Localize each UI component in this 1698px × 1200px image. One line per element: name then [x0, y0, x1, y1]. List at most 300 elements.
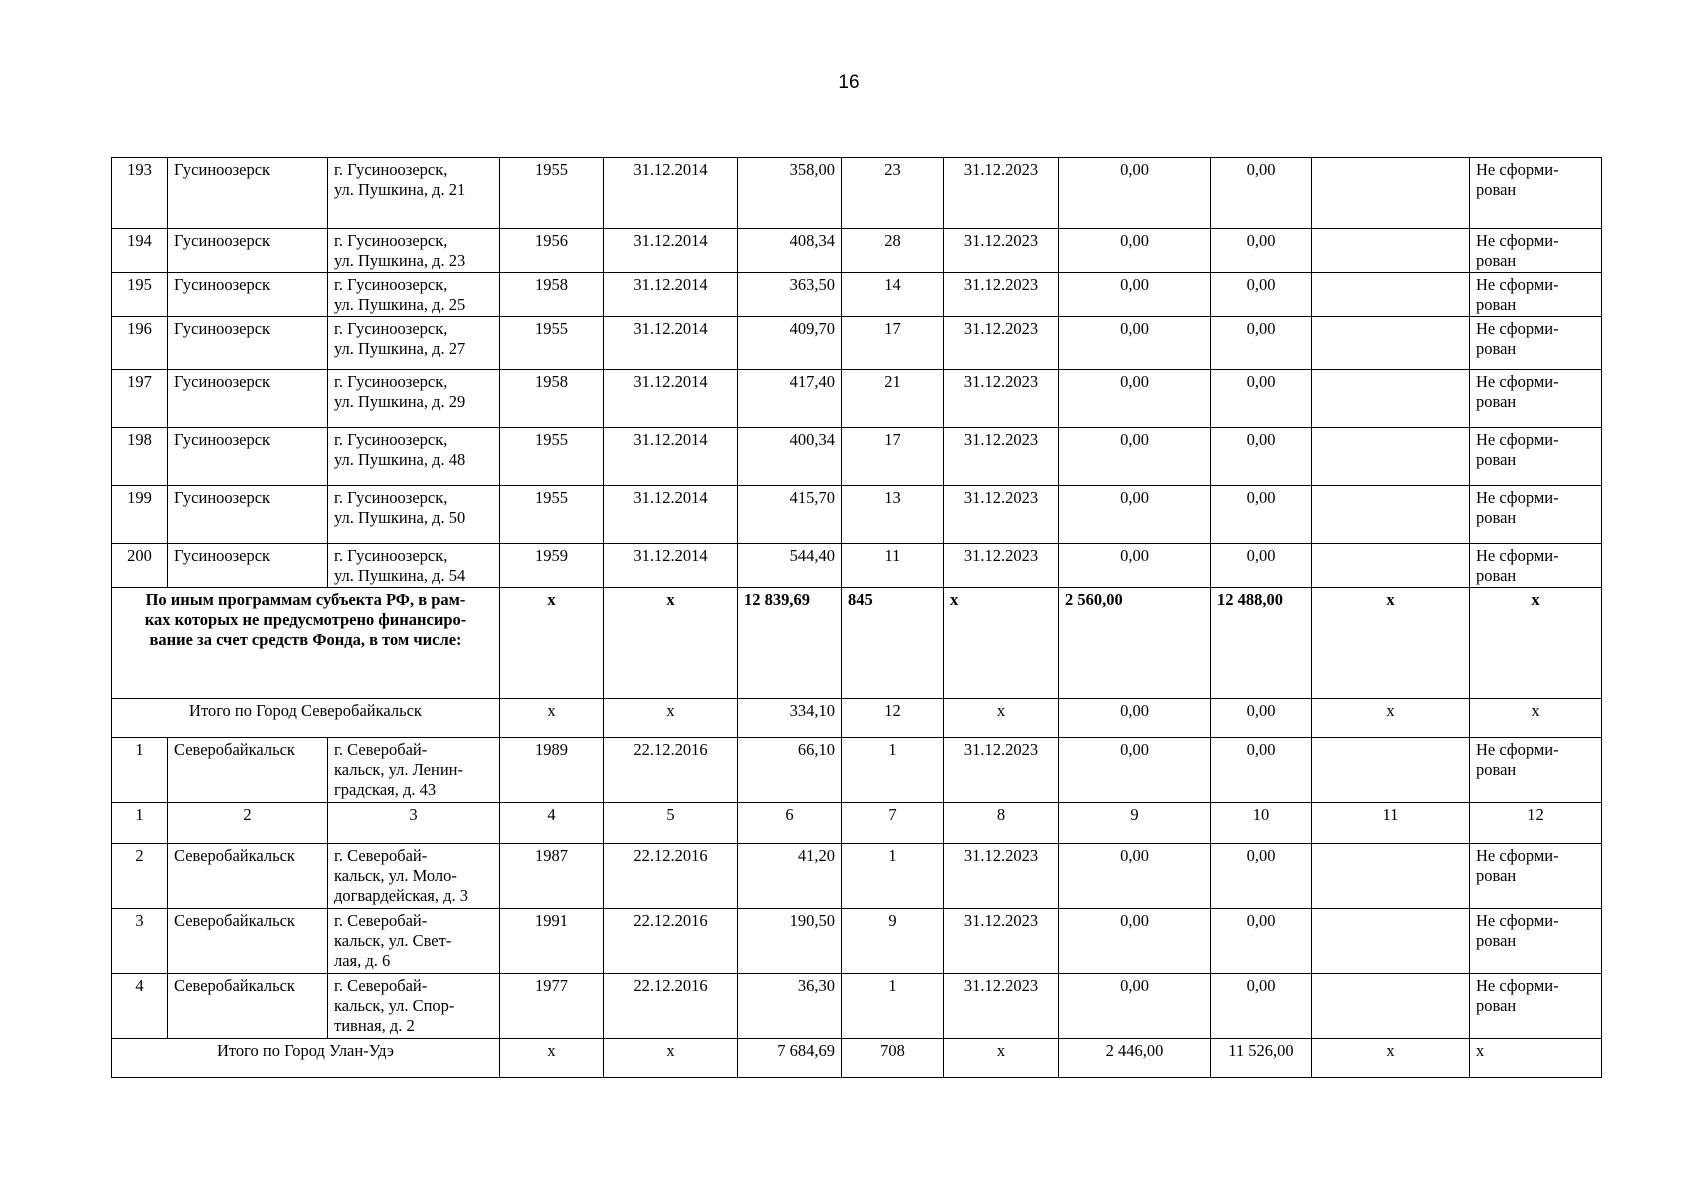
year-cell-text: 1987	[535, 846, 568, 865]
count-cell-text: 17	[884, 430, 901, 449]
table-row	[112, 974, 1602, 1039]
row-number	[112, 738, 168, 803]
year-cell-text: х	[547, 701, 556, 720]
value12-cell-text: х	[1531, 590, 1540, 609]
value11-cell-text: х	[1386, 590, 1395, 609]
row-number-text: 194	[127, 231, 152, 250]
count-cell-text: 13	[884, 488, 901, 507]
year-cell-text: 1955	[535, 488, 568, 507]
plan-date-cell	[944, 317, 1059, 370]
city-cell-text: Северобайкальск	[174, 740, 295, 759]
area-cell-text: 7 684,69	[777, 1041, 835, 1060]
plan-date-cell-text: х	[996, 701, 1006, 720]
status-cell-text: Не сформи-	[1476, 430, 1559, 449]
value10-cell-text: 0,00	[1246, 275, 1276, 294]
value11-cell	[1312, 317, 1470, 370]
row-number-text: 195	[127, 275, 152, 294]
area-cell-text: 41,20	[797, 846, 835, 865]
status-cell	[1470, 486, 1602, 544]
year-cell-text: 1991	[535, 911, 568, 930]
date-cell	[604, 486, 738, 544]
column-number	[1312, 803, 1470, 844]
table-row	[112, 844, 1602, 909]
row-number	[112, 428, 168, 486]
date-cell-text: 31.12.2014	[633, 372, 708, 391]
address-cell	[328, 486, 500, 544]
row-number-text: 196	[127, 319, 152, 338]
status-cell	[1470, 428, 1602, 486]
value10-cell	[1211, 273, 1312, 317]
year-cell	[500, 588, 604, 699]
status-cell	[1470, 158, 1602, 229]
year-cell	[500, 909, 604, 974]
row-number	[112, 370, 168, 428]
date-cell	[604, 428, 738, 486]
area-cell-text: 408,34	[789, 231, 835, 250]
value11-cell	[1312, 588, 1470, 699]
value9-cell	[1059, 1039, 1211, 1078]
value11-cell-text: х	[1386, 1041, 1395, 1060]
year-cell	[500, 1039, 604, 1078]
address-cell-text: г. Северобай-	[334, 740, 428, 759]
value11-cell	[1312, 1039, 1470, 1078]
value9-cell-text: 0,00	[1120, 976, 1149, 995]
value10-cell-text: 0,00	[1246, 372, 1276, 391]
plan-date-cell-text: 31.12.2023	[963, 430, 1039, 449]
count-cell	[842, 909, 944, 974]
value11-cell	[1312, 909, 1470, 974]
table-row	[112, 486, 1602, 544]
housing-table	[111, 157, 1602, 1078]
year-cell	[500, 486, 604, 544]
city-cell-text: Северобайкальск	[174, 976, 295, 995]
area-cell	[738, 317, 842, 370]
date-cell-text: 31.12.2014	[633, 275, 708, 294]
value9-cell-text: 0,00	[1120, 275, 1149, 294]
area-cell-text: 12 839,69	[744, 590, 810, 609]
value10-cell-text: 0,00	[1246, 546, 1276, 565]
row-number	[112, 158, 168, 229]
plan-date-cell	[944, 699, 1059, 738]
address-cell	[328, 158, 500, 229]
address-cell-text: догвардейская, д. 3	[334, 886, 469, 905]
value10-cell-text: 0,00	[1246, 846, 1276, 865]
count-cell-text: 11	[884, 546, 901, 565]
value11-cell	[1312, 273, 1470, 317]
column-number-text: 3	[409, 805, 418, 824]
count-cell	[842, 158, 944, 229]
column-number	[1470, 803, 1602, 844]
status-cell	[1470, 317, 1602, 370]
plan-date-cell	[944, 544, 1059, 588]
value9-cell-text: 2 446,00	[1105, 1041, 1164, 1060]
column-number	[328, 803, 500, 844]
status-cell	[1470, 738, 1602, 803]
city-cell	[168, 317, 328, 370]
value9-cell	[1059, 158, 1211, 229]
plan-date-cell-text: 31.12.2023	[963, 231, 1039, 250]
row-number	[112, 974, 168, 1039]
status-cell-text: рован	[1476, 180, 1517, 199]
row-number	[112, 486, 168, 544]
plan-date-cell-text: 31.12.2023	[963, 976, 1039, 995]
status-cell-text: рован	[1476, 996, 1517, 1015]
year-cell	[500, 370, 604, 428]
status-cell-text: Не сформи-	[1476, 319, 1559, 338]
year-cell	[500, 158, 604, 229]
city-cell	[168, 909, 328, 974]
count-cell	[842, 974, 944, 1039]
area-cell-text: 334,10	[789, 701, 835, 720]
date-cell-text: 22.12.2016	[633, 976, 708, 995]
plan-date-cell	[944, 486, 1059, 544]
address-cell	[328, 544, 500, 588]
column-number	[1211, 803, 1312, 844]
date-cell-text: 31.12.2014	[633, 430, 708, 449]
status-cell-text: Не сформи-	[1476, 231, 1559, 250]
year-cell-text: 1955	[535, 319, 568, 338]
plan-date-cell-text: 31.12.2023	[963, 319, 1039, 338]
plan-date-cell	[944, 229, 1059, 273]
total-label-text: По иным программам субъекта РФ, в рам-	[145, 590, 466, 609]
count-cell	[842, 370, 944, 428]
value9-cell-text: 0,00	[1120, 740, 1149, 759]
column-number-text: 11	[1382, 805, 1399, 824]
value9-cell	[1059, 544, 1211, 588]
column-number	[168, 803, 328, 844]
year-cell-text: 1989	[535, 740, 568, 759]
table-row	[112, 370, 1602, 428]
count-cell	[842, 588, 944, 699]
date-cell-text: 31.12.2014	[633, 160, 708, 179]
date-cell	[604, 1039, 738, 1078]
count-cell-text: 28	[884, 231, 901, 250]
value10-cell-text: 0,00	[1246, 430, 1276, 449]
city-cell-text: Гусиноозерск	[174, 160, 271, 179]
value9-cell	[1059, 370, 1211, 428]
city-cell	[168, 738, 328, 803]
count-cell-text: 14	[884, 275, 901, 294]
column-number	[944, 803, 1059, 844]
address-cell	[328, 909, 500, 974]
city-cell	[168, 544, 328, 588]
count-cell-text: 708	[880, 1041, 905, 1060]
count-cell	[842, 486, 944, 544]
value10-cell-text: 0,00	[1246, 740, 1276, 759]
value10-cell	[1211, 428, 1312, 486]
value10-cell-text: 0,00	[1246, 231, 1276, 250]
row-number	[112, 229, 168, 273]
date-cell	[604, 588, 738, 699]
value10-cell	[1211, 370, 1312, 428]
total-row	[112, 588, 1602, 699]
value11-cell	[1312, 370, 1470, 428]
year-cell	[500, 317, 604, 370]
area-cell	[738, 158, 842, 229]
address-cell-text: ул. Пушкина, д. 25	[334, 295, 466, 314]
column-number-text: 6	[785, 805, 794, 824]
address-cell-text: г. Гусиноозерск,	[334, 430, 448, 449]
address-cell-text: г. Северобай-	[334, 846, 428, 865]
status-cell-text: рован	[1476, 450, 1517, 469]
value12-cell-text: х	[1476, 1041, 1485, 1060]
count-cell-text: 23	[884, 160, 901, 179]
address-cell-text: ул. Пушкина, д. 27	[334, 339, 466, 358]
status-cell	[1470, 229, 1602, 273]
value9-cell-text: 0,00	[1120, 231, 1149, 250]
address-cell-text: ул. Пушкина, д. 50	[334, 508, 466, 527]
area-cell-text: 36,30	[797, 976, 835, 995]
date-cell	[604, 370, 738, 428]
value10-cell	[1211, 738, 1312, 803]
value11-cell	[1312, 158, 1470, 229]
status-cell	[1470, 844, 1602, 909]
city-cell	[168, 370, 328, 428]
value9-cell-text: 0,00	[1120, 160, 1149, 179]
plan-date-cell	[944, 738, 1059, 803]
year-cell	[500, 844, 604, 909]
value10-cell-text: 0,00	[1246, 319, 1276, 338]
year-cell	[500, 544, 604, 588]
plan-date-cell-text: 31.12.2023	[963, 488, 1039, 507]
address-cell	[328, 317, 500, 370]
area-cell-text: 358,00	[789, 160, 835, 179]
count-cell	[842, 699, 944, 738]
status-cell-text: Не сформи-	[1476, 740, 1559, 759]
status-cell-text: Не сформи-	[1476, 488, 1559, 507]
status-cell-text: рован	[1476, 508, 1517, 527]
value9-cell	[1059, 428, 1211, 486]
table-row	[112, 738, 1602, 803]
status-cell	[1470, 909, 1602, 974]
date-cell	[604, 158, 738, 229]
city-cell-text: Гусиноозерск	[174, 430, 271, 449]
address-cell-text: кальск, ул. Ленин-	[334, 760, 463, 779]
value10-cell	[1211, 588, 1312, 699]
date-cell-text: 22.12.2016	[633, 911, 708, 930]
value9-cell	[1059, 909, 1211, 974]
status-cell-text: Не сформи-	[1476, 846, 1559, 865]
date-cell-text: 31.12.2014	[633, 488, 708, 507]
value9-cell	[1059, 738, 1211, 803]
address-cell-text: г. Северобай-	[334, 911, 428, 930]
city-cell	[168, 158, 328, 229]
value10-cell	[1211, 844, 1312, 909]
plan-date-cell-text: 31.12.2023	[963, 846, 1039, 865]
address-cell-text: г. Гусиноозерск,	[334, 231, 448, 250]
value11-cell	[1312, 699, 1470, 738]
total-label	[112, 588, 500, 699]
area-cell	[738, 909, 842, 974]
year-cell-text: х	[547, 590, 556, 609]
value11-cell	[1312, 544, 1470, 588]
address-cell-text: ул. Пушкина, д. 21	[334, 180, 466, 199]
area-cell-text: 190,50	[789, 911, 835, 930]
date-cell-text: 31.12.2014	[633, 546, 708, 565]
area-cell	[738, 738, 842, 803]
table-row	[112, 428, 1602, 486]
address-cell-text: кальск, ул. Спор-	[334, 996, 455, 1015]
city-cell	[168, 428, 328, 486]
date-cell-text: 22.12.2016	[633, 740, 708, 759]
column-number	[112, 803, 168, 844]
plan-date-cell	[944, 588, 1059, 699]
plan-date-cell	[944, 909, 1059, 974]
status-cell-text: Не сформи-	[1476, 275, 1559, 294]
count-cell-text: 12	[884, 701, 901, 720]
area-cell	[738, 974, 842, 1039]
plan-date-cell	[944, 974, 1059, 1039]
status-cell-text: рован	[1476, 760, 1517, 779]
plan-date-cell	[944, 1039, 1059, 1078]
city-cell-text: Северобайкальск	[174, 911, 295, 930]
date-cell-text: х	[666, 1041, 675, 1060]
area-cell-text: 544,40	[789, 546, 835, 565]
date-cell	[604, 974, 738, 1039]
date-cell	[604, 273, 738, 317]
city-cell	[168, 273, 328, 317]
value9-cell	[1059, 844, 1211, 909]
value10-cell	[1211, 486, 1312, 544]
row-number-text: 197	[127, 372, 152, 391]
year-cell	[500, 974, 604, 1039]
year-cell	[500, 229, 604, 273]
city-cell-text: Гусиноозерск	[174, 319, 271, 338]
value9-cell	[1059, 699, 1211, 738]
date-cell-text: 31.12.2014	[633, 231, 708, 250]
total-label-text: Итого по Город Северобайкальск	[189, 701, 422, 720]
value10-cell	[1211, 229, 1312, 273]
value10-cell	[1211, 974, 1312, 1039]
plan-date-cell	[944, 844, 1059, 909]
status-cell	[1470, 273, 1602, 317]
address-cell-text: г. Северобай-	[334, 976, 428, 995]
city-cell	[168, 974, 328, 1039]
column-number	[738, 803, 842, 844]
address-cell-text: тивная, д. 2	[334, 1016, 415, 1035]
status-cell-text: рован	[1476, 251, 1517, 270]
count-cell-text: 845	[848, 590, 873, 609]
status-cell-text: рован	[1476, 339, 1517, 358]
total-row	[112, 1039, 1602, 1078]
column-number-text: 10	[1252, 805, 1270, 824]
address-cell	[328, 738, 500, 803]
area-cell	[738, 544, 842, 588]
city-cell-text: Гусиноозерск	[174, 546, 271, 565]
status-cell-text: Не сформи-	[1476, 372, 1559, 391]
address-cell	[328, 370, 500, 428]
count-cell-text: 21	[884, 372, 901, 391]
year-cell-text: 1959	[535, 546, 568, 565]
plan-date-cell-text: 31.12.2023	[963, 911, 1039, 930]
status-cell-text: Не сформи-	[1476, 976, 1559, 995]
status-cell-text: рован	[1476, 931, 1517, 950]
status-cell-text: рован	[1476, 392, 1517, 411]
address-cell-text: г. Гусиноозерск,	[334, 319, 448, 338]
value11-cell	[1312, 844, 1470, 909]
city-cell-text: Гусиноозерск	[174, 488, 271, 507]
date-cell	[604, 699, 738, 738]
area-cell-text: 409,70	[789, 319, 835, 338]
value9-cell	[1059, 588, 1211, 699]
column-number	[842, 803, 944, 844]
column-numbers-row	[112, 803, 1602, 844]
value11-cell	[1312, 738, 1470, 803]
area-cell-text: 363,50	[789, 275, 835, 294]
address-cell	[328, 428, 500, 486]
value10-cell-text: 12 488,00	[1217, 590, 1283, 609]
address-cell-text: ул. Пушкина, д. 48	[334, 450, 466, 469]
plan-date-cell-text: х	[996, 1041, 1006, 1060]
column-number	[604, 803, 738, 844]
address-cell-text: г. Гусиноозерск,	[334, 488, 448, 507]
total-label-text: Итого по Город Улан-Удэ	[217, 1041, 394, 1060]
column-number-text: 5	[666, 805, 675, 824]
table-row	[112, 317, 1602, 370]
year-cell	[500, 428, 604, 486]
value10-cell-text: 0,00	[1246, 701, 1276, 720]
city-cell-text: Гусиноозерск	[174, 372, 271, 391]
city-cell-text: Северобайкальск	[174, 846, 295, 865]
total-label-text: ках которых не предусмотрено финансиро-	[144, 610, 467, 629]
date-cell	[604, 738, 738, 803]
value9-cell-text: 0,00	[1120, 430, 1149, 449]
column-number	[500, 803, 604, 844]
status-cell	[1470, 544, 1602, 588]
row-number	[112, 909, 168, 974]
count-cell-text: 9	[888, 911, 897, 930]
address-cell-text: ул. Пушкина, д. 23	[334, 251, 466, 270]
value10-cell	[1211, 544, 1312, 588]
count-cell	[842, 229, 944, 273]
address-cell-text: ул. Пушкина, д. 29	[334, 392, 466, 411]
date-cell-text: х	[666, 590, 675, 609]
value11-cell-text: х	[1386, 701, 1395, 720]
count-cell-text: 1	[888, 846, 897, 865]
year-cell	[500, 738, 604, 803]
value12-cell	[1470, 699, 1602, 738]
year-cell	[500, 273, 604, 317]
plan-date-cell	[944, 370, 1059, 428]
count-cell	[842, 544, 944, 588]
value11-cell	[1312, 428, 1470, 486]
row-number	[112, 273, 168, 317]
value10-cell	[1211, 317, 1312, 370]
table-row	[112, 273, 1602, 317]
area-cell	[738, 844, 842, 909]
status-cell-text: рован	[1476, 866, 1517, 885]
area-cell-text: 66,10	[797, 740, 835, 759]
count-cell-text: 1	[888, 740, 897, 759]
count-cell	[842, 273, 944, 317]
value9-cell-text: 2 560,00	[1065, 590, 1123, 609]
status-cell	[1470, 974, 1602, 1039]
address-cell	[328, 844, 500, 909]
year-cell-text: 1955	[535, 160, 568, 179]
city-cell	[168, 229, 328, 273]
row-number	[112, 317, 168, 370]
value11-cell	[1312, 486, 1470, 544]
row-number-text: 193	[127, 160, 152, 179]
year-cell-text: 1958	[535, 372, 568, 391]
row-number-text: 199	[127, 488, 152, 507]
value9-cell-text: 0,00	[1120, 701, 1149, 720]
year-cell	[500, 699, 604, 738]
area-cell	[738, 486, 842, 544]
count-cell	[842, 738, 944, 803]
value10-cell	[1211, 158, 1312, 229]
row-number-text: 198	[127, 430, 152, 449]
